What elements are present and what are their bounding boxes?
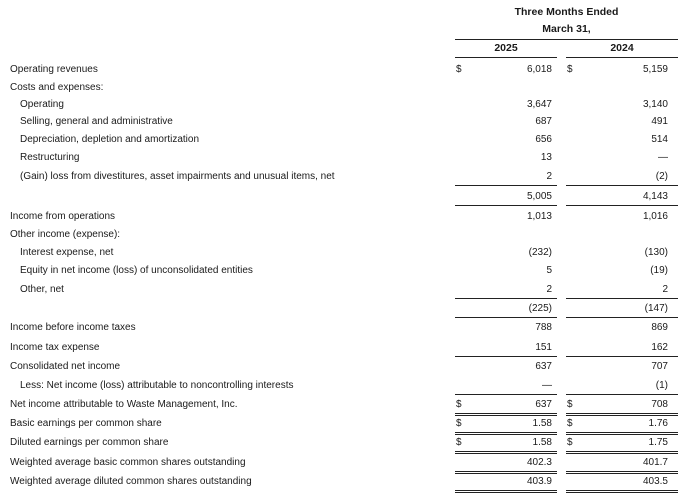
row-label: Weighted average basic common shares outstanding (10, 457, 246, 468)
row-label: Income before income taxes (10, 322, 136, 333)
row-label: Costs and expenses: (10, 82, 104, 93)
currency-symbol: $ (567, 418, 573, 429)
table-row (0, 227, 688, 243)
table-row (0, 435, 688, 451)
value-2025: 1.58 (532, 418, 552, 429)
value-2025: 637 (535, 399, 552, 410)
total-double-rule (566, 471, 678, 474)
row-label: Equity in net income (loss) of unconsolidated entities (20, 265, 253, 276)
value-2024: (130) (644, 247, 668, 258)
row-label: Operating (20, 99, 64, 110)
value-2024: 1.75 (648, 437, 668, 448)
year-2024-header: 2024 (610, 42, 634, 54)
value-2025: 788 (535, 322, 552, 333)
table-row (0, 132, 688, 148)
table-row (0, 209, 688, 225)
value-2025: — (542, 380, 552, 391)
value-2024: 5,159 (642, 64, 668, 75)
table-row (0, 301, 688, 317)
value-2025: 6,018 (526, 64, 552, 75)
value-2024: 162 (651, 342, 668, 353)
table-row (0, 114, 688, 130)
value-2025: 656 (535, 134, 552, 145)
value-2024: 708 (651, 399, 668, 410)
value-2025: 687 (535, 116, 552, 127)
value-2025: 2 (546, 284, 552, 295)
table-row (0, 263, 688, 279)
subtotal-rule (455, 205, 557, 206)
value-2025: (225) (528, 303, 552, 314)
subtotal-rule (566, 205, 678, 206)
subtotal-rule (566, 394, 678, 395)
row-label: Net income attributable to Waste Management, Inc. (10, 399, 238, 410)
total-double-rule (455, 451, 557, 454)
value-2024: (147) (644, 303, 668, 314)
value-2024: (19) (650, 265, 668, 276)
total-double-rule (455, 490, 557, 493)
value-2025: 13 (540, 152, 552, 163)
value-2024: 2 (662, 284, 668, 295)
value-2024: 401.7 (642, 457, 668, 468)
value-2025: 5,005 (526, 191, 552, 202)
table-row (0, 62, 688, 78)
value-2024: 3,140 (642, 99, 668, 110)
row-label: Basic earnings per common share (10, 418, 162, 429)
currency-symbol: $ (456, 418, 462, 429)
table-row (0, 397, 688, 413)
row-label: Income from operations (10, 211, 116, 222)
row-label: Weighted average diluted common shares outstanding (10, 476, 252, 487)
value-2024: 403.5 (642, 476, 668, 487)
table-row (0, 282, 688, 298)
value-2025: 2 (546, 171, 552, 182)
row-label: Income tax expense (10, 342, 100, 353)
row-label: (Gain) loss from divestitures, asset impairments and unusual items, net (20, 171, 335, 182)
currency-symbol: $ (567, 437, 573, 448)
table-row (0, 169, 688, 185)
row-label: Consolidated net income (10, 361, 121, 372)
currency-symbol: $ (567, 64, 573, 75)
total-double-rule (566, 413, 678, 416)
value-2025: 403.9 (526, 476, 552, 487)
table-row (0, 474, 688, 490)
year-2025-header: 2025 (494, 42, 518, 54)
total-double-rule (566, 451, 678, 454)
value-2024: 491 (651, 116, 668, 127)
row-label: Other, net (20, 284, 64, 295)
value-2024: 869 (651, 322, 668, 333)
header-rule (455, 39, 678, 40)
value-2024: (2) (655, 171, 668, 182)
subtotal-rule (455, 298, 557, 299)
value-2025: 402.3 (526, 457, 552, 468)
row-label: Other income (expense): (10, 229, 121, 240)
value-2024: (1) (655, 380, 668, 391)
value-2024: 1.76 (648, 418, 668, 429)
value-2025: 3,647 (526, 99, 552, 110)
total-double-rule (455, 432, 557, 435)
currency-symbol: $ (456, 437, 462, 448)
year-rule-2024 (566, 57, 678, 58)
value-2024: 707 (651, 361, 668, 372)
table-row (0, 359, 688, 375)
row-label: Less: Net income (loss) attributable to noncontrolling interests (20, 380, 294, 391)
value-2024: 514 (651, 134, 668, 145)
total-double-rule (566, 490, 678, 493)
value-2025: 151 (535, 342, 552, 353)
subtotal-rule (566, 185, 678, 186)
table-row (0, 340, 688, 356)
currency-symbol: $ (456, 399, 462, 410)
table-row (0, 320, 688, 336)
subtotal-rule (455, 317, 557, 318)
subtotal-rule (566, 298, 678, 299)
value-2025: (232) (528, 247, 552, 258)
table-row (0, 80, 688, 96)
total-double-rule (455, 471, 557, 474)
table-row (0, 455, 688, 471)
currency-symbol: $ (456, 64, 462, 75)
table-row (0, 378, 688, 394)
value-2024: — (658, 152, 668, 163)
row-label: Depreciation, depletion and amortization (20, 134, 199, 145)
subtotal-rule (455, 356, 557, 357)
table-row (0, 189, 688, 205)
table-row (0, 97, 688, 113)
period-date-header: March 31, (542, 23, 591, 35)
row-label: Diluted earnings per common share (10, 437, 169, 448)
row-label: Interest expense, net (20, 247, 114, 258)
value-2025: 5 (546, 265, 552, 276)
value-2024: 4,143 (642, 191, 668, 202)
table-row (0, 416, 688, 432)
period-header: Three Months Ended (514, 6, 619, 18)
total-double-rule (566, 432, 678, 435)
total-double-rule (455, 413, 557, 416)
value-2025: 1,013 (526, 211, 552, 222)
value-2025: 637 (535, 361, 552, 372)
row-label: Operating revenues (10, 64, 98, 75)
subtotal-rule (455, 394, 557, 395)
row-label: Selling, general and administrative (20, 116, 173, 127)
table-row (0, 150, 688, 166)
year-rule-2025 (455, 57, 557, 58)
row-label: Restructuring (20, 152, 80, 163)
subtotal-rule (566, 356, 678, 357)
currency-symbol: $ (567, 399, 573, 410)
value-2024: 1,016 (642, 211, 668, 222)
subtotal-rule (566, 317, 678, 318)
value-2025: 1.58 (532, 437, 552, 448)
table-row (0, 245, 688, 261)
subtotal-rule (455, 185, 557, 186)
